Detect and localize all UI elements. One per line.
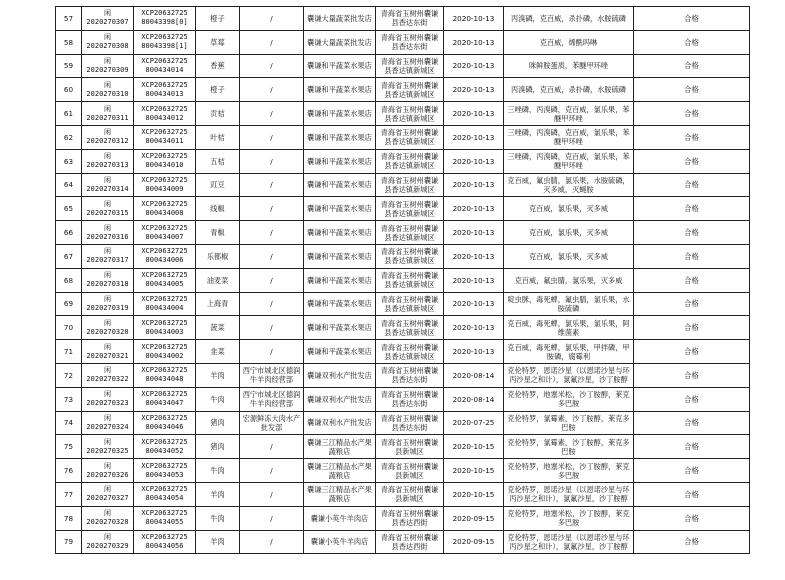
report-code-cell: XCP20632725 80043398[0]	[134, 7, 196, 31]
table-row	[56, 411, 750, 435]
address-cell: 青海省玉树州囊谦县香达东街	[376, 387, 444, 411]
empty-marker: /	[270, 513, 273, 523]
producer-name: 西宁市城北区德润牛羊肉经营部	[242, 390, 301, 409]
empty-marker: /	[270, 61, 273, 71]
row-number-cell: 57	[56, 7, 82, 31]
address-cell: 青海省玉树州囊谦县香达西街	[376, 506, 444, 530]
product-name-cell: 香蕉	[196, 54, 240, 78]
sample-id-cell: 闲2020270325	[82, 435, 134, 459]
product-name-cell: 橙子	[196, 7, 240, 31]
report-code-cell: XCP20632725 800434014	[134, 54, 196, 78]
sample-id-cell: 闲2020270307	[82, 7, 134, 31]
empty-marker: /	[270, 251, 273, 261]
market-cell: 囊谦和平蔬菜水果店	[304, 221, 376, 245]
row-number-cell: 78	[56, 506, 82, 530]
producer-cell	[240, 173, 304, 197]
producer-cell	[240, 30, 304, 54]
empty-marker: /	[270, 37, 273, 47]
test-items-cell: 克百威，烯酰吗啉	[504, 30, 634, 54]
result-cell: 合格	[634, 125, 750, 149]
report-code-cell: XCP20632725 800434048	[134, 363, 196, 387]
date-cell: 2020-10-13	[444, 78, 504, 102]
result-cell: 合格	[634, 221, 750, 245]
producer-cell	[240, 435, 304, 459]
test-items-cell: 克百威，氟虫腈，氯乐果，水胺硫磷，灭多威，灭蝇胺	[504, 173, 634, 197]
sample-id-cell: 闲2020270315	[82, 197, 134, 221]
row-number-cell: 62	[56, 125, 82, 149]
empty-marker: /	[270, 228, 273, 238]
report-code-cell: XCP20632725 800434007	[134, 221, 196, 245]
report-code-cell: XCP20632725 800434056	[134, 530, 196, 554]
test-items-cell: 克百威，氯乐果，灭多威	[504, 197, 634, 221]
table-row	[56, 459, 750, 483]
product-name-cell: 羊肉	[196, 530, 240, 554]
date-cell: 2020-10-13	[444, 292, 504, 316]
report-code-cell: XCP20632725 800434006	[134, 244, 196, 268]
product-name-cell: 韭菜	[196, 340, 240, 364]
row-number-cell: 67	[56, 244, 82, 268]
date-cell: 2020-09-15	[444, 530, 504, 554]
date-cell: 2020-10-13	[444, 221, 504, 245]
address-cell: 青海省玉树州囊谦县香达镇新城区	[376, 244, 444, 268]
row-number-cell: 64	[56, 173, 82, 197]
producer-cell	[240, 244, 304, 268]
result-cell: 合格	[634, 30, 750, 54]
empty-marker: /	[270, 204, 273, 214]
address-cell: 青海省玉树州囊谦县香达镇新城区	[376, 197, 444, 221]
address-cell: 青海省玉树州囊谦县香达镇新城区	[376, 149, 444, 173]
market-cell: 囊谦和平蔬菜水果店	[304, 78, 376, 102]
sample-id-cell: 闲2020270312	[82, 125, 134, 149]
result-cell: 合格	[634, 316, 750, 340]
result-cell: 合格	[634, 7, 750, 31]
market-cell: 囊谦和平蔬菜水果店	[304, 173, 376, 197]
market-cell: 囊谦双利水产批发店	[304, 363, 376, 387]
row-number-cell: 79	[56, 530, 82, 554]
address-cell: 青海省玉树州囊谦县香达镇新城区	[376, 268, 444, 292]
test-items-cell: 克伦特罗，氯霉素，沙丁胺醇，莱克多巴胺	[504, 435, 634, 459]
result-cell: 合格	[634, 244, 750, 268]
row-number-cell: 75	[56, 435, 82, 459]
sample-id-cell: 闲2020270311	[82, 102, 134, 126]
producer-cell	[240, 340, 304, 364]
producer-name: 宏源鲜冻大肉水产批发部	[242, 413, 301, 432]
empty-marker: /	[270, 275, 273, 285]
report-code-cell: XCP20632725 800434054	[134, 482, 196, 506]
market-cell: 囊谦大量蔬菜批发店	[304, 7, 376, 31]
result-cell: 合格	[634, 78, 750, 102]
producer-cell	[240, 316, 304, 340]
market-cell: 囊谦小英牛羊肉店	[304, 530, 376, 554]
result-cell: 合格	[634, 149, 750, 173]
date-cell: 2020-10-13	[444, 7, 504, 31]
address-cell: 青海省玉树州囊谦县香达东街	[376, 7, 444, 31]
result-cell: 合格	[634, 197, 750, 221]
address-cell: 青海省玉树州囊谦县香达镇新城区	[376, 54, 444, 78]
result-cell: 合格	[634, 268, 750, 292]
product-name-cell: 草莓	[196, 30, 240, 54]
producer-cell	[240, 197, 304, 221]
report-code-cell: XCP20632725 800434012	[134, 102, 196, 126]
row-number-cell: 69	[56, 292, 82, 316]
table-row	[56, 435, 750, 459]
row-number-cell: 58	[56, 30, 82, 54]
test-items-cell: 丙溴磷，克百威，杀扑磷，水胺硫磷	[504, 78, 634, 102]
table-row	[56, 78, 750, 102]
date-cell: 2020-10-13	[444, 316, 504, 340]
empty-marker: /	[270, 156, 273, 166]
report-code-cell: XCP20632725 800434010	[134, 149, 196, 173]
test-items-cell: 克百威，氯乐果，灭多威	[504, 244, 634, 268]
report-code-cell: XCP20632725 800434003	[134, 316, 196, 340]
product-name-cell: 菠菜	[196, 316, 240, 340]
report-code-cell: XCP20632725 800434011	[134, 125, 196, 149]
sample-id-cell: 闲2020270308	[82, 30, 134, 54]
date-cell: 2020-10-13	[444, 197, 504, 221]
row-number-cell: 73	[56, 387, 82, 411]
date-cell: 2020-10-13	[444, 173, 504, 197]
result-cell: 合格	[634, 173, 750, 197]
address-cell: 青海省玉树州囊谦县香达镇新城区	[376, 221, 444, 245]
report-code-cell: XCP20632725 800434047	[134, 387, 196, 411]
result-cell: 合格	[634, 363, 750, 387]
producer-cell	[240, 411, 304, 435]
report-code-cell: XCP20632725 800434055	[134, 506, 196, 530]
market-cell: 囊谦双利水产批发店	[304, 411, 376, 435]
test-items-cell: 克伦特罗，恩诺沙星（以恩诺沙星与环丙沙星之和计），氯氟沙星，沙丁胺醇	[504, 482, 634, 506]
sample-id-cell: 闲2020270328	[82, 506, 134, 530]
address-cell: 青海省玉树州囊谦县香达东街	[376, 30, 444, 54]
date-cell: 2020-10-13	[444, 340, 504, 364]
sample-id-cell: 闲2020270309	[82, 54, 134, 78]
market-cell: 囊谦三江精品水产果蔬粮店	[304, 482, 376, 506]
test-items-cell: 克伦特罗，氯霉素，沙丁胺醇，莱克多巴胺	[504, 411, 634, 435]
address-cell: 青海省玉树州囊谦县香达镇新城区	[376, 316, 444, 340]
address-cell: 青海省玉树州囊谦县香达镇新城区	[376, 340, 444, 364]
producer-cell	[240, 292, 304, 316]
table-row	[56, 149, 750, 173]
table-row	[56, 268, 750, 292]
date-cell: 2020-08-14	[444, 363, 504, 387]
market-cell: 囊谦和平蔬菜水果店	[304, 292, 376, 316]
row-number-cell: 77	[56, 482, 82, 506]
market-cell: 囊谦大量蔬菜批发店	[304, 30, 376, 54]
table-row	[56, 316, 750, 340]
test-items-cell: 丙溴磷，克百威，杀扑磷，水胺硫磷	[504, 7, 634, 31]
result-cell: 合格	[634, 506, 750, 530]
result-cell: 合格	[634, 435, 750, 459]
row-number-cell: 71	[56, 340, 82, 364]
inspection-table	[55, 6, 750, 554]
market-cell: 囊谦和平蔬菜水果店	[304, 197, 376, 221]
row-number-cell: 66	[56, 221, 82, 245]
market-cell: 囊谦和平蔬菜水果店	[304, 268, 376, 292]
producer-name: 西宁市城北区德润牛羊肉经营部	[242, 366, 301, 385]
empty-marker: /	[270, 299, 273, 309]
test-items-cell: 三唑磷，丙溴磷，克百威，氯乐果，苯醚甲环唑	[504, 125, 634, 149]
report-code-cell: XCP20632725 800434004	[134, 292, 196, 316]
sample-id-cell: 闲2020270320	[82, 316, 134, 340]
address-cell: 青海省玉树州囊谦县香达东街	[376, 411, 444, 435]
market-cell: 囊谦和平蔬菜水果店	[304, 125, 376, 149]
empty-marker: /	[270, 323, 273, 333]
address-cell: 青海省玉树州囊谦县香达镇新城区	[376, 102, 444, 126]
empty-marker: /	[270, 180, 273, 190]
producer-cell	[240, 221, 304, 245]
producer-cell	[240, 482, 304, 506]
test-items-cell: 克百威，毒死蜱，氯乐果，甲拌磷，甲胺磷，腐霉利	[504, 340, 634, 364]
empty-marker: /	[270, 85, 273, 95]
producer-cell	[240, 149, 304, 173]
row-number-cell: 60	[56, 78, 82, 102]
market-cell: 囊谦和平蔬菜水果店	[304, 316, 376, 340]
date-cell: 2020-10-13	[444, 125, 504, 149]
test-items-cell: 克伦特罗，恩诺沙星（以恩诺沙星与环丙沙星之和计），氯氟沙星，沙丁胺醇	[504, 530, 634, 554]
result-cell: 合格	[634, 340, 750, 364]
result-cell: 合格	[634, 102, 750, 126]
producer-cell	[240, 459, 304, 483]
date-cell: 2020-10-15	[444, 435, 504, 459]
empty-marker: /	[270, 442, 273, 452]
product-name-cell: 贡桔	[196, 102, 240, 126]
date-cell: 2020-08-14	[444, 387, 504, 411]
empty-marker: /	[270, 466, 273, 476]
empty-marker: /	[270, 132, 273, 142]
report-code-cell: XCP20632725 800434046	[134, 411, 196, 435]
market-cell: 囊谦三江精品水产果蔬粮店	[304, 435, 376, 459]
table-row	[56, 530, 750, 554]
report-code-cell: XCP20632725 800434008	[134, 197, 196, 221]
sample-id-cell: 闲2020270317	[82, 244, 134, 268]
row-number-cell: 59	[56, 54, 82, 78]
product-name-cell: 青椒	[196, 221, 240, 245]
market-cell: 囊谦小英牛羊肉店	[304, 506, 376, 530]
empty-marker: /	[270, 537, 273, 547]
product-name-cell: 五桔	[196, 149, 240, 173]
address-cell: 青海省玉树州囊谦县香达镇新城区	[376, 78, 444, 102]
table-row	[56, 292, 750, 316]
sample-id-cell: 闲2020270316	[82, 221, 134, 245]
producer-cell	[240, 78, 304, 102]
product-name-cell: 羊肉	[196, 482, 240, 506]
result-cell: 合格	[634, 482, 750, 506]
table-row	[56, 54, 750, 78]
report-code-cell: XCP20632725 800434053	[134, 459, 196, 483]
row-number-cell: 76	[56, 459, 82, 483]
sample-id-cell: 闲2020270318	[82, 268, 134, 292]
product-name-cell: 橙子	[196, 78, 240, 102]
table-row	[56, 102, 750, 126]
product-name-cell: 羊肉	[196, 363, 240, 387]
test-items-cell: 三唑磷，丙溴磷，克百威，氯乐果，苯醚甲环唑	[504, 102, 634, 126]
sample-id-cell: 闲2020270323	[82, 387, 134, 411]
test-items-cell: 克百威，氯乐果，灭多威	[504, 221, 634, 245]
table-row	[56, 197, 750, 221]
sample-id-cell: 闲2020270313	[82, 149, 134, 173]
product-name-cell: 豇豆	[196, 173, 240, 197]
producer-cell	[240, 102, 304, 126]
empty-marker: /	[270, 109, 273, 119]
result-cell: 合格	[634, 387, 750, 411]
sample-id-cell: 闲2020270324	[82, 411, 134, 435]
producer-cell	[240, 7, 304, 31]
report-code-cell: XCP20632725 800434052	[134, 435, 196, 459]
result-cell: 合格	[634, 54, 750, 78]
address-cell: 青海省玉树州囊谦县香达东街	[376, 363, 444, 387]
address-cell: 青海省玉树州囊谦县香达镇新城区	[376, 292, 444, 316]
product-name-cell: 上海青	[196, 292, 240, 316]
table-row	[56, 363, 750, 387]
market-cell: 囊谦双利水产批发店	[304, 387, 376, 411]
producer-cell	[240, 506, 304, 530]
test-items-cell: 三唑磷，丙溴磷，克百威，氯乐果，苯醚甲环唑	[504, 149, 634, 173]
table-row	[56, 125, 750, 149]
result-cell: 合格	[634, 530, 750, 554]
table-row	[56, 221, 750, 245]
address-cell: 青海省玉树州囊谦县新城区	[376, 435, 444, 459]
market-cell: 囊谦和平蔬菜水果店	[304, 54, 376, 78]
table-row	[56, 387, 750, 411]
test-items-cell: 克百威，氟虫腈，氯乐果，灭多威	[504, 268, 634, 292]
test-items-cell: 克伦特罗，地塞米松，沙丁胺醇，莱克多巴胺	[504, 459, 634, 483]
sample-id-cell: 闲2020270322	[82, 363, 134, 387]
date-cell: 2020-10-15	[444, 482, 504, 506]
market-cell: 囊谦和平蔬菜水果店	[304, 102, 376, 126]
test-items-cell: 克伦特罗，地塞米松，沙丁胺醇，莱克多巴胺	[504, 506, 634, 530]
address-cell: 青海省玉树州囊谦县新城区	[376, 459, 444, 483]
result-cell: 合格	[634, 459, 750, 483]
date-cell: 2020-10-13	[444, 54, 504, 78]
address-cell: 青海省玉树州囊谦县香达镇新城区	[376, 125, 444, 149]
address-cell: 青海省玉树州囊谦县香达镇新城区	[376, 173, 444, 197]
sample-id-cell: 闲2020270310	[82, 78, 134, 102]
report-code-cell: XCP20632725 80043398[1]	[134, 30, 196, 54]
sample-id-cell: 闲2020270326	[82, 459, 134, 483]
date-cell: 2020-09-15	[444, 506, 504, 530]
report-code-cell: XCP20632725 800434002	[134, 340, 196, 364]
date-cell: 2020-10-13	[444, 268, 504, 292]
table-row	[56, 506, 750, 530]
sample-id-cell: 闲2020270314	[82, 173, 134, 197]
product-name-cell: 猪肉	[196, 411, 240, 435]
test-items-cell: 克伦特罗，恩诺沙星（以恩诺沙星与环丙沙星之和计），氯氟沙星，沙丁胺醇	[504, 363, 634, 387]
empty-marker: /	[270, 13, 273, 23]
producer-cell	[240, 54, 304, 78]
product-name-cell: 叶桔	[196, 125, 240, 149]
empty-marker: /	[270, 489, 273, 499]
sample-id-cell: 闲2020270329	[82, 530, 134, 554]
report-code-cell: XCP20632725 800434013	[134, 78, 196, 102]
producer-cell	[240, 268, 304, 292]
address-cell: 青海省玉树州囊谦县香达西街	[376, 530, 444, 554]
report-code-cell: XCP20632725 800434009	[134, 173, 196, 197]
row-number-cell: 61	[56, 102, 82, 126]
date-cell: 2020-07-25	[444, 411, 504, 435]
table-row	[56, 482, 750, 506]
table-row	[56, 244, 750, 268]
sample-id-cell: 闲2020270327	[82, 482, 134, 506]
product-name-cell: 线椒	[196, 197, 240, 221]
date-cell: 2020-10-15	[444, 459, 504, 483]
date-cell: 2020-10-13	[444, 244, 504, 268]
product-name-cell: 牛肉	[196, 506, 240, 530]
product-name-cell: 乐都椒	[196, 244, 240, 268]
row-number-cell: 68	[56, 268, 82, 292]
row-number-cell: 65	[56, 197, 82, 221]
row-number-cell: 63	[56, 149, 82, 173]
table-row	[56, 173, 750, 197]
date-cell: 2020-10-13	[444, 30, 504, 54]
empty-marker: /	[270, 347, 273, 357]
date-cell: 2020-10-13	[444, 149, 504, 173]
table-row	[56, 7, 750, 31]
test-items-cell: 啶虫脒，毒死蜱，氟虫腈，氯乐果，水胺硫磷	[504, 292, 634, 316]
date-cell: 2020-10-13	[444, 102, 504, 126]
result-cell: 合格	[634, 411, 750, 435]
result-cell: 合格	[634, 292, 750, 316]
product-name-cell: 牛肉	[196, 387, 240, 411]
market-cell: 囊谦和平蔬菜水果店	[304, 149, 376, 173]
producer-cell	[240, 125, 304, 149]
address-cell: 青海省玉树州囊谦县新城区	[376, 482, 444, 506]
market-cell: 囊谦三江精品水产果蔬粮店	[304, 459, 376, 483]
table-body	[56, 7, 750, 554]
row-number-cell: 74	[56, 411, 82, 435]
sample-id-cell: 闲2020270319	[82, 292, 134, 316]
test-items-cell: 克伦特罗，地塞米松，沙丁胺醇，莱克多巴胺	[504, 387, 634, 411]
product-name-cell: 猪肉	[196, 435, 240, 459]
row-number-cell: 70	[56, 316, 82, 340]
product-name-cell: 油麦菜	[196, 268, 240, 292]
market-cell: 囊谦和平蔬菜水果店	[304, 340, 376, 364]
test-items-cell: 克百威，毒死蜱，氯乐果，氯乐果，阿维菌素	[504, 316, 634, 340]
table-row	[56, 30, 750, 54]
table-row	[56, 340, 750, 364]
producer-cell	[240, 530, 304, 554]
row-number-cell: 72	[56, 363, 82, 387]
market-cell: 囊谦和平蔬菜水果店	[304, 244, 376, 268]
report-code-cell: XCP20632725 800434005	[134, 268, 196, 292]
test-items-cell: 咪鲜胺蛋质，苯醚甲环唑	[504, 54, 634, 78]
inspection-table-sheet	[55, 6, 750, 554]
sample-id-cell: 闲2020270321	[82, 340, 134, 364]
producer-cell	[240, 387, 304, 411]
product-name-cell: 牛肉	[196, 459, 240, 483]
producer-cell	[240, 363, 304, 387]
